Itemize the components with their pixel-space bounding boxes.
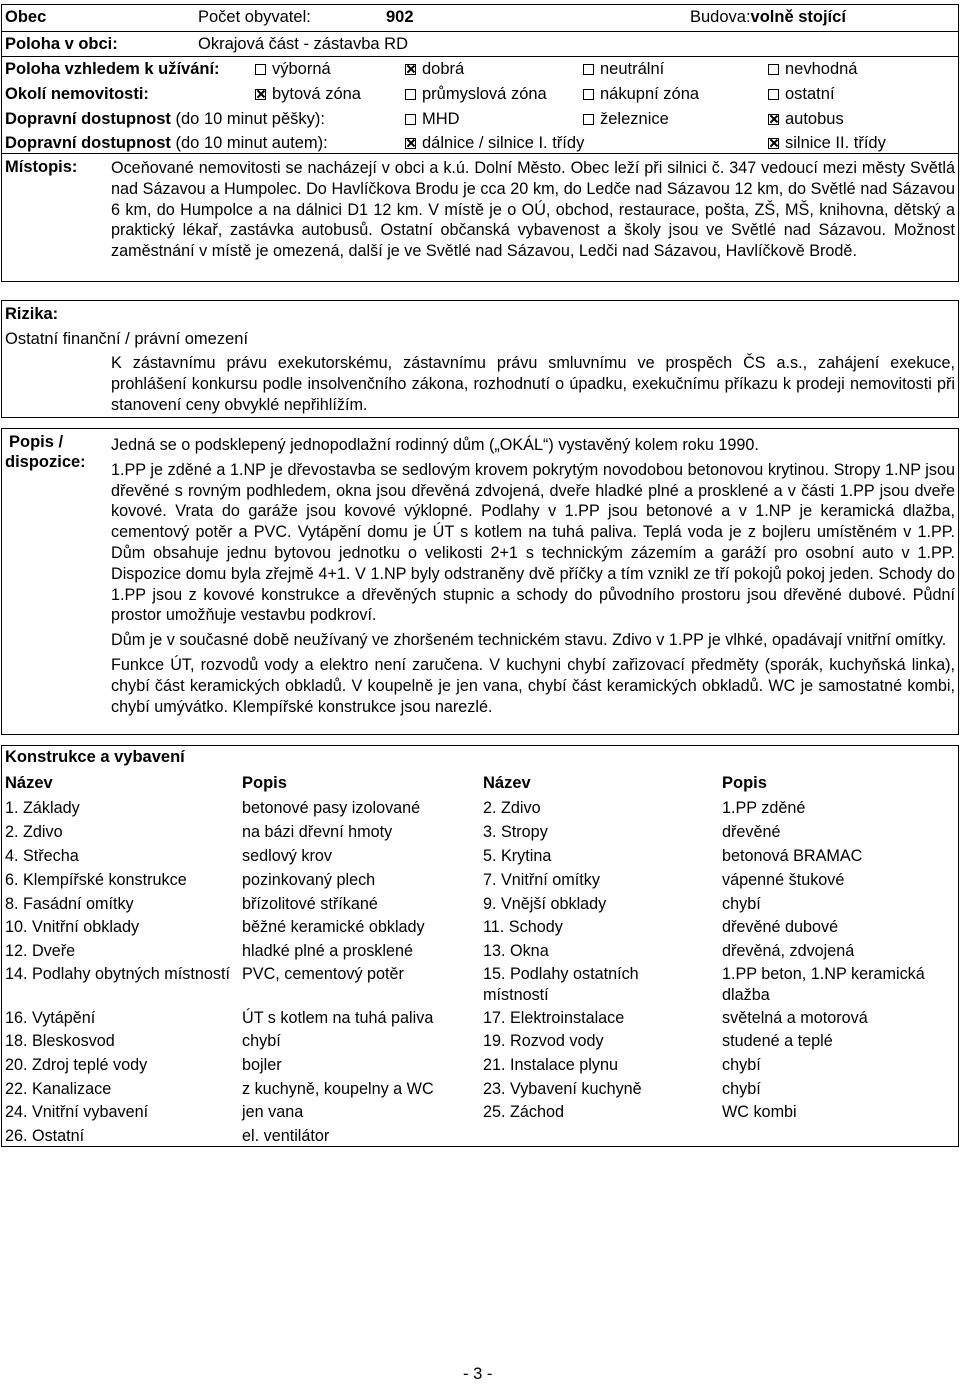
table-cell: 11. Schody xyxy=(483,918,563,936)
table-cell: chybí xyxy=(242,1032,281,1050)
checkbox-icon xyxy=(405,114,416,125)
obec-label: Obec xyxy=(5,8,47,26)
table-cell: el. ventilátor xyxy=(242,1127,330,1145)
table-cell: betonová BRAMAC xyxy=(722,847,863,865)
table-cell: 25. Záchod xyxy=(483,1103,564,1121)
rizika-text: K zástavnímu právu exekutorskému, zástavnímu právu smluvnímu ve prospěch ČS a.s., zahájení exekuce, prohlášení konkursu podle insolvenčního zákona, rozhodnutí o úpadku, exekučnímu příkazu k prodeji nemovitosti při stanovení ceny obvyklé nepřihlížím. xyxy=(111,354,955,414)
table-cell: 1.PP zděné xyxy=(722,799,806,817)
okoli-option[interactable]: nákupní zóna xyxy=(583,85,699,104)
checked-checkbox-icon xyxy=(768,114,779,125)
table-cell: sedlový krov xyxy=(242,847,332,865)
table-cell: 23. Vybavení kuchyně xyxy=(483,1080,642,1098)
table-cell: 4. Střecha xyxy=(5,847,79,865)
table-cell: 1. Základy xyxy=(5,799,80,817)
table-cell: břízolitové stříkané xyxy=(242,895,378,913)
table-cell: 20. Zdroj teplé vody xyxy=(5,1056,148,1074)
okoli-option[interactable]: ostatní xyxy=(768,85,835,104)
budova-label: Budova: xyxy=(690,8,751,26)
mistopis-label: Místopis: xyxy=(5,158,78,176)
popis-text xyxy=(111,435,955,717)
uzivani-label: Poloha vzhledem k užívání: xyxy=(5,60,220,78)
table-header: Popis xyxy=(242,774,287,792)
table-cell: 1.PP beton, 1.NP keramická dlažba xyxy=(722,965,925,1004)
popis-label: Popis / xyxy=(9,433,64,451)
uzivani-option[interactable]: neutrální xyxy=(583,60,664,79)
table-cell: chybí xyxy=(722,1056,761,1074)
table-cell: 18. Bleskosvod xyxy=(5,1032,115,1050)
table-cell: 14. Podlahy obytných místností xyxy=(5,965,230,983)
divider xyxy=(1,31,959,32)
page-number: - 3 - xyxy=(463,1365,493,1383)
popis-paragraph: 1.PP je zděné a 1.NP je dřevostavba se sedlovým krovem pokrytým novodobou betonovou krytinou. Stropy 1.NP jsou dřevěné s rovným podhledem, okna jsou dřevěná zdvojená, dveře hladké plné a prosklené a v části 1.PP jsou dveře kovové. Vrata do garáže jsou kovové výklopné. Podlahy v 1.PP jsou betonové a v 1.NP je keramická dlažba, cementový potěr a PVC. Vytápění domu je ÚT s kotlem na tuhá paliva. Teplá voda je z bojleru umístěném v 1.PP. Dům obsahuje jednu bytovou jednotku o velikosti 2+1 s technickým zázemím a garáží pro osobní auto v 1.PP. Dispozice domu byla zřejmě 4+1. V 1.NP byly odstraněny dvě příčky a tím vznikl ze tří pokojů pokoj jeden. Schody do 1.PP jsou z kovové konstrukce a dřevěných stupnic a schody do původního prostoru jsou dřevěné dubové. Půdní prostor umožňuje vestavbu podkroví. xyxy=(111,460,955,625)
popis-paragraph: Dům je v současné době neužívaný ve zhoršeném technickém stavu. Zdivo v 1.PP je vlhké, opadávají vnitřní omítky. xyxy=(111,631,947,650)
rizika-subtitle: Ostatní finanční / právní omezení xyxy=(5,330,249,348)
uzivani-option[interactable]: nevhodná xyxy=(768,60,858,79)
table-cell: PVC, cementový potěr xyxy=(242,965,404,983)
pesky-option[interactable]: autobus xyxy=(768,110,844,129)
table-cell: 22. Kanalizace xyxy=(5,1080,112,1098)
table-cell: vápenné štukové xyxy=(722,871,845,889)
table-cell: ÚT s kotlem na tuhá paliva xyxy=(242,1009,434,1027)
table-cell: chybí xyxy=(722,895,761,913)
poloha-value: Okrajová část - zástavba RD xyxy=(198,35,408,53)
table-cell: 6. Klempířské konstrukce xyxy=(5,871,187,889)
table-cell: betonové pasy izolované xyxy=(242,799,421,817)
checked-checkbox-icon xyxy=(768,138,779,149)
autem-option[interactable]: dálnice / silnice I. třídy xyxy=(405,134,584,153)
pesky-option[interactable]: železnice xyxy=(583,110,669,129)
table-cell: 3. Stropy xyxy=(483,823,548,841)
checkbox-icon xyxy=(255,64,266,75)
budova xyxy=(690,8,846,27)
konstrukce-title: Konstrukce a vybavení xyxy=(5,748,185,766)
table-cell: hladké plné a prosklené xyxy=(242,942,413,960)
table-cell: 9. Vnější obklady xyxy=(483,895,607,913)
checkbox-icon xyxy=(768,64,779,75)
table-header: Název xyxy=(5,774,53,792)
okoli-option[interactable]: průmyslová zóna xyxy=(405,85,547,104)
table-header: Název xyxy=(483,774,531,792)
autem-option[interactable]: silnice II. třídy xyxy=(768,134,886,153)
divider xyxy=(1,56,959,57)
dispozice-label: dispozice: xyxy=(5,453,86,471)
table-cell: 15. Podlahy ostatních místností xyxy=(483,965,639,1004)
table-cell: 13. Okna xyxy=(483,942,549,960)
table-cell: na bázi dřevní hmoty xyxy=(242,823,393,841)
popis-paragraph: Funkce ÚT, rozvodů vody a elektro není zaručena. V kuchyni chybí zařizovací předměty (sporák, kuchyňská linka), chybí část keramických obkladů. V koupelně je jen vana, chybí část keramických obkladů. WC je samostatné kombi, chybí umývátko. Klempířské konstrukce jsou narezlé. xyxy=(111,655,955,716)
table-cell: dřevěné dubové xyxy=(722,918,839,936)
checkbox-icon xyxy=(405,89,416,100)
mistopis-text: Oceňované nemovitosti se nacházejí v obci a k.ú. Dolní Město. Obec leží při silnici č. 347 vedoucí mezi městy Světlá nad Sázavou a Humpolec. Do Havlíčkova Brodu je cca 20 km, do Ledče nad Sázavou 12 km, do Světlé nad Sázavou 6 km, do Humpolce a na dálnici D1 12 km. V místě je o OÚ, obchod, restaurace, pošta, ZŠ, MŠ, knihovna, dětský a praktický lékař, zastávka autobusů. Ostatní občanská vybavenost a školy jsou ve Světlé nad Sázavou. Možnost zaměstnání v místě je omezená, další je ve Světlé nad Sázavou, Ledči nad Sázavou, Havlíčkově Brodě. xyxy=(111,159,955,261)
table-cell: běžné keramické obklady xyxy=(242,918,425,936)
uzivani-option[interactable]: výborná xyxy=(255,60,331,79)
checked-checkbox-icon xyxy=(255,89,266,100)
okoli-label: Okolí nemovitosti: xyxy=(5,85,149,103)
table-cell: 19. Rozvod vody xyxy=(483,1032,604,1050)
table-cell: 26. Ostatní xyxy=(5,1127,85,1145)
table-cell: bojler xyxy=(242,1056,282,1074)
checkbox-icon xyxy=(583,64,594,75)
pocet-label: Počet obyvatel: xyxy=(198,8,311,26)
divider xyxy=(1,153,959,154)
table-cell: 12. Dveře xyxy=(5,942,76,960)
table-cell: pozinkovaný plech xyxy=(242,871,376,889)
table-cell: chybí xyxy=(722,1080,761,1098)
table-cell: WC kombi xyxy=(722,1103,797,1121)
poloha-label: Poloha v obci: xyxy=(5,35,118,53)
table-cell: 7. Vnitřní omítky xyxy=(483,871,600,889)
table-cell: dřevěná, zdvojená xyxy=(722,942,855,960)
table-cell: dřevěné xyxy=(722,823,781,841)
table-cell: 8. Fasádní omítky xyxy=(5,895,134,913)
table-cell: světelná a motorová xyxy=(722,1009,868,1027)
table-cell: studené a teplé xyxy=(722,1032,833,1050)
table-cell: 2. Zdivo xyxy=(483,799,541,817)
popis-paragraph: Jedná se o podsklepený jednopodlažní rodinný dům („OKÁL“) vystavěný kolem roku 1990. xyxy=(111,436,759,454)
budova-value: volně stojící xyxy=(750,8,846,26)
pocet-value: 902 xyxy=(386,8,414,26)
checkbox-icon xyxy=(583,114,594,125)
rizika-label: Rizika: xyxy=(5,305,59,323)
checked-checkbox-icon xyxy=(405,64,416,75)
table-cell: 24. Vnitřní vybavení xyxy=(5,1103,149,1121)
table-header: Popis xyxy=(722,774,767,792)
table-cell: jen vana xyxy=(242,1103,304,1121)
table-cell: 5. Krytina xyxy=(483,847,552,865)
checked-checkbox-icon xyxy=(405,138,416,149)
table-cell: 17. Elektroinstalace xyxy=(483,1009,625,1027)
autem-label: Dopravní dostupnost (do 10 minut autem): xyxy=(5,134,328,152)
pesky-option[interactable]: MHD xyxy=(405,110,460,129)
pesky-label: Dopravní dostupnost (do 10 minut pěšky): xyxy=(5,110,325,128)
table-cell: z kuchyně, koupelny a WC xyxy=(242,1080,434,1098)
table-cell: 10. Vnitřní obklady xyxy=(5,918,140,936)
table-cell: 16. Vytápění xyxy=(5,1009,96,1027)
table-cell: 2. Zdivo xyxy=(5,823,63,841)
okoli-option[interactable]: bytová zóna xyxy=(255,85,361,104)
table-cell: 21. Instalace plynu xyxy=(483,1056,618,1074)
checkbox-icon xyxy=(768,89,779,100)
checkbox-icon xyxy=(583,89,594,100)
uzivani-option[interactable]: dobrá xyxy=(405,60,464,79)
